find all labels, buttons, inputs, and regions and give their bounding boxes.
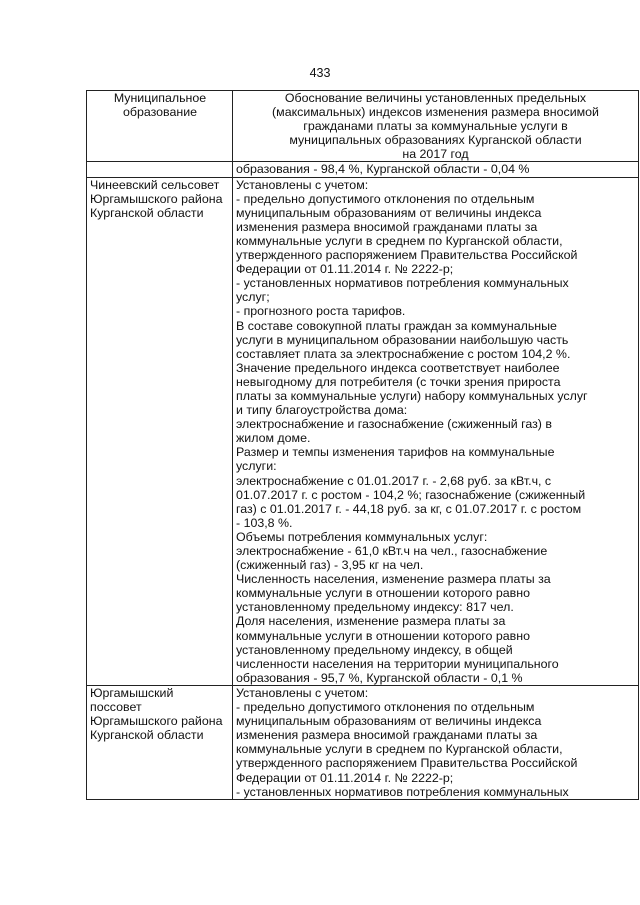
text-line: услуги:	[236, 459, 277, 474]
text-line: невыгодному для потребителя (с точки зрения прироста	[236, 374, 561, 389]
continuation-empty-cell	[87, 162, 233, 177]
text-line: В составе совокупной платы граждан за коммунальные	[236, 318, 557, 333]
text-line: платы за коммунальные услуги) набору коммунальных услуг	[236, 388, 588, 403]
header-justification-line: на 2017 год	[402, 147, 469, 162]
text-line: услуги в муниципальном образовании наибольшую часть	[236, 332, 569, 347]
text-line: электроснабжение с 01.01.2017 г. - 2,68 руб. за кВт.ч, с	[236, 473, 552, 488]
text-line: Установлены с учетом:	[236, 177, 369, 192]
text-line: - предельно допустимого отклонения по отдельным	[236, 191, 535, 206]
header-justification-line: гражданами платы за коммунальные услуги в	[303, 119, 568, 134]
text-line: муниципальным образованиям от величины индекса	[236, 205, 542, 220]
municipality-line: Чинеевский сельсовет	[90, 177, 220, 192]
text-line: коммунальные услуги в отношении которого равно	[236, 628, 530, 643]
text-line: Федерации от 01.11.2014 г. № 2222-р;	[236, 770, 454, 785]
header-justification-line: (максимальных) индексов изменения размера вносимой	[272, 105, 599, 120]
text-line: - установленных нормативов потребления коммунальных	[236, 784, 569, 799]
table-header-row	[87, 91, 639, 162]
text-line: изменения размера вносимой гражданами платы за	[236, 728, 538, 743]
text-line: и типу благоустройства дома:	[236, 403, 408, 418]
text-line: Доля населения, изменение размера платы за	[236, 614, 506, 629]
header-municipality	[87, 91, 233, 162]
text-line: Установлены с учетом:	[236, 685, 369, 700]
municipality-line: Юргамышского района	[90, 714, 223, 729]
text-line: коммунальные услуги в среднем по Курганской области,	[236, 233, 563, 248]
text-line: - 103,8 %.	[236, 515, 293, 530]
text-line: установленному предельному индексу: 817 чел.	[236, 600, 514, 615]
table-row	[87, 685, 639, 799]
text-line: электроснабжение и газоснабжение (сжиженный газ) в	[236, 417, 552, 432]
text-line: Численность населения, изменение размера платы за	[236, 572, 551, 587]
municipality-cell	[87, 177, 233, 685]
header-municipality-line: Муниципальное	[113, 91, 207, 105]
text-line: утвержденного распоряжением Правительства Российской	[236, 756, 578, 771]
text-line: образования - 95,7 %, Курганской области - 0,1 %	[236, 670, 523, 685]
text-line: электроснабжение - 61,0 кВт.ч на чел., газоснабжение	[236, 544, 548, 558]
continuation-cell	[233, 162, 639, 177]
text-line: - установленных нормативов потребления коммунальных	[236, 276, 569, 291]
municipality-line: Курганской области	[90, 205, 204, 220]
text-line: муниципальным образованиям от величины индекса	[236, 714, 542, 729]
text-line: численности населения на территории муниципального	[236, 656, 559, 671]
text-line: коммунальные услуги в отношении которого равно	[236, 586, 530, 601]
text-line: коммунальные услуги в среднем по Курганской области,	[236, 742, 563, 757]
municipality-line: Курганской области	[90, 728, 204, 743]
text-line: изменения размера вносимой гражданами платы за	[236, 219, 538, 234]
tariff-index-table	[86, 90, 639, 800]
text-line: (сжиженный газ) - 3,95 кг на чел.	[236, 558, 424, 573]
table-row	[87, 177, 639, 685]
municipality-line: поссовет	[90, 700, 142, 715]
text-line: установленному предельному индексу, в общей	[236, 642, 513, 657]
text-line: составляет плата за электроснабжение с ростом 104,2 %.	[236, 346, 571, 361]
header-municipality-line: образование	[122, 105, 198, 120]
header-justification	[233, 91, 639, 162]
text-line: услуг;	[236, 290, 270, 305]
text-line: Значение предельного индекса соответствует наиболее	[236, 360, 560, 375]
text-line: жилом доме.	[236, 431, 311, 446]
text-line: - предельно допустимого отклонения по отдельным	[236, 700, 535, 715]
continuation-row	[87, 162, 639, 177]
text-line: Размер и темпы изменения тарифов на коммунальные	[236, 445, 555, 460]
header-justification-line: муниципальных образованиях Курганской области	[289, 133, 582, 148]
municipality-cell	[87, 685, 233, 799]
justification-cell	[233, 685, 639, 799]
municipality-line: Юргамышский	[90, 685, 174, 700]
header-justification-line: Обоснование величины установленных предельных	[284, 91, 587, 105]
text-line: утвержденного распоряжением Правительства Российской	[236, 248, 578, 263]
text-line: - прогнозного роста тарифов.	[236, 304, 406, 319]
text-line: газ) с 01.01.2017 г. - 44,18 руб. за кг, с 01.07.2017 г. с ростом	[236, 501, 582, 516]
justification-cell	[233, 177, 639, 685]
page-number: 433	[309, 66, 331, 80]
text-line: Объемы потребления коммунальных услуг:	[236, 529, 488, 544]
text-line: образования - 98,4 %, Курганской области - 0,04 %	[236, 162, 530, 177]
text-line: Федерации от 01.11.2014 г. № 2222-р;	[236, 262, 454, 277]
municipality-line: Юргамышского района	[90, 191, 223, 206]
text-line: 01.07.2017 г. с ростом - 104,2 %; газоснабжение (сжиженный	[236, 487, 586, 502]
